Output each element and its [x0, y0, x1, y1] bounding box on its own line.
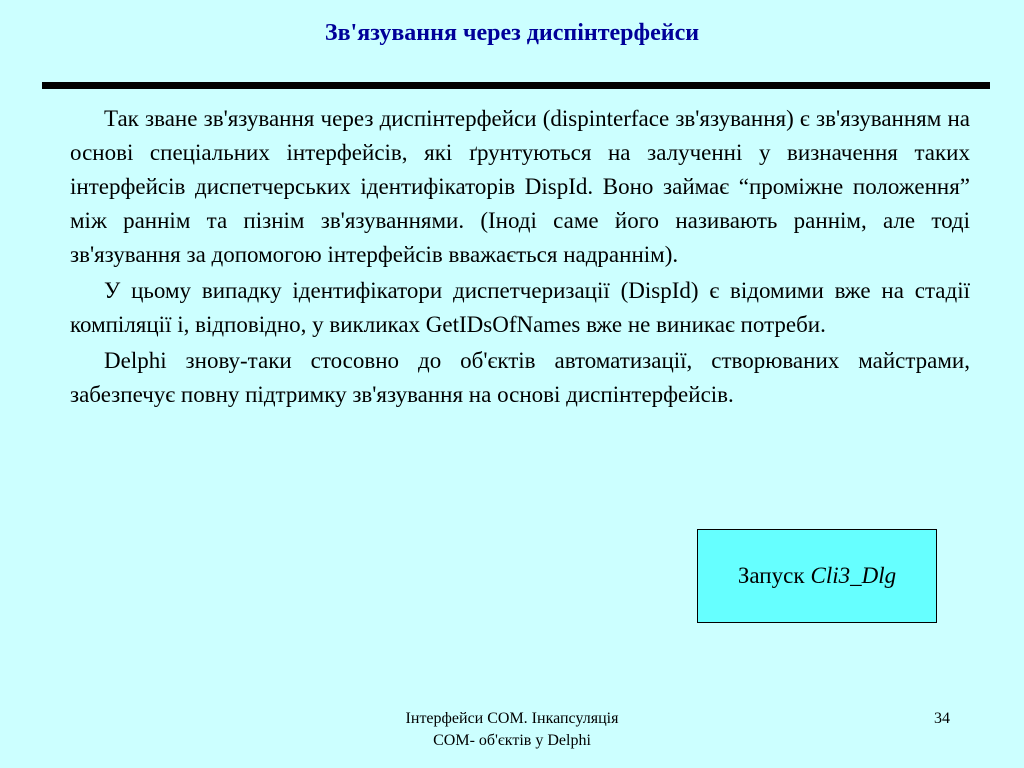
slide-title: Зв'язування через диспінтерфейси — [324, 20, 700, 46]
paragraph-dispid-known: У цьому випадку ідентифікатори диспетчеризації (DispId) є відомими вже на стадії компіляції і, відповідно, у викликах GetIDsOfNames вже не виникає потреби. — [70, 278, 970, 337]
title-divider — [42, 82, 990, 89]
footer-line-1: Інтерфейси СОМ. Інкапсуляція — [405, 710, 619, 727]
page-number: 34 — [934, 710, 950, 727]
footer-line-2: СОМ- об'єктів у Delphi — [433, 732, 591, 749]
paragraph-delphi-support: Delphi знову-таки стосовно до об'єктів автоматизації, створюваних майстрами, забезпечує повну підтримку зв'язування на основі диспінтерфейсів. — [70, 348, 970, 407]
paragraph-dispinterface-binding: Так зване зв'язування через диспінтерфейси (dispinterface зв'язування) є зв'язуванням на основі спеціальних інтерфейсів, які ґрунтуються на залученні у визначення таких інтерфейсів диспетчерських ідентифікаторів DispId. Воно займає “проміжне положення” між раннім та пізнім зв'язуваннями. (Іноді саме його називають раннім, але тоді зв'язування за допомогою інтерфейсів вважається надраннім). — [70, 106, 970, 267]
launch-cli3-dlg-button[interactable] — [697, 529, 937, 623]
slide-body — [70, 102, 970, 414]
launch-label: Запуск — [737, 563, 805, 588]
launch-target: Cli3_Dlg — [810, 563, 897, 588]
slide-footer — [320, 708, 704, 752]
